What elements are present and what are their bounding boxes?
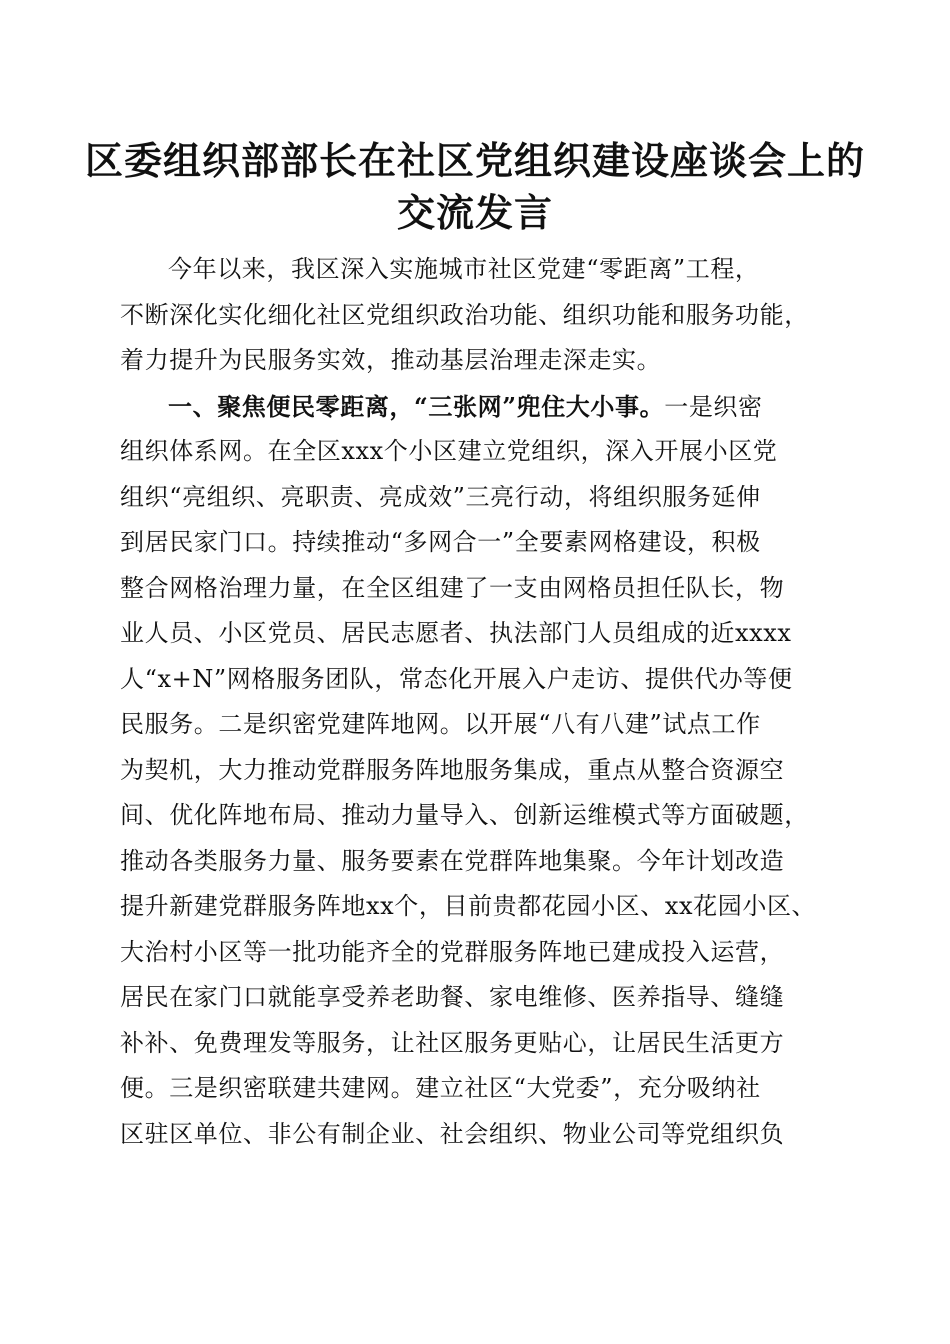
paragraph-line: 居民在家门口就能享受养老助餐、家电维修、医养指导、缝缝: [120, 983, 785, 1011]
paragraph-line: 便。三是织密联建共建网。建立社区“大党委”，充分吸纳社: [120, 1074, 761, 1102]
document-body: [120, 247, 840, 1157]
paragraph-line: 间、优化阵地布局、推动力量导入、创新运维模式等方面破题，: [120, 801, 809, 829]
paragraph-line: 组织体系网。在全区xxx个小区建立党组织，深入开展小区党: [120, 437, 778, 465]
document-title: [80, 135, 870, 239]
intro-line: 着力提升为民服务实效，推动基层治理走深走实。: [120, 346, 662, 374]
intro-line: 今年以来，我区深入实施城市社区党建“零距离”工程，: [168, 255, 760, 283]
paragraph-line: 区驻区单位、非公有制企业、社会组织、物业公司等党组织负: [120, 1119, 785, 1148]
section-heading: 一、聚焦便民零距离，“三张网”兜住大小事。: [168, 391, 665, 421]
intro-line: 不断深化实化细化社区党组织政治功能、组织功能和服务功能，: [120, 300, 809, 329]
paragraph-line: 到居民家门口。持续推动“多网合一”全要素网格建设，积极: [120, 528, 761, 556]
paragraph-line: 推动各类服务力量、服务要素在党群阵地集聚。今年计划改造: [120, 846, 785, 875]
paragraph-line: 补补、免费理发等服务，让社区服务更贴心，让居民生活更方: [120, 1028, 785, 1057]
paragraph-line: 组织“亮组织、亮职责、亮成效”三亮行动，将组织服务延伸: [120, 482, 761, 511]
title-line: 交流发言: [396, 190, 553, 235]
paragraph-line: 业人员、小区党员、居民志愿者、执法部门人员组成的近xxxx: [120, 619, 792, 647]
paragraph-line: 为契机，大力推动党群服务阵地服务集成，重点从整合资源空: [120, 755, 785, 784]
paragraph-line: 人“x+N”网格服务团队，常态化开展入户走访、提供代办等便: [120, 664, 793, 693]
paragraph-line: 提升新建党群服务阵地xx个，目前贵都花园小区、xx花园小区、: [120, 892, 817, 920]
paragraph-line: 整合网格治理力量，在全区组建了一支由网格员担任队长，物: [120, 573, 785, 602]
paragraph-line: 大治村小区等一批功能齐全的党群服务阵地已建成投入运营，: [120, 937, 785, 966]
section-heading-continuation: 一是织密: [664, 392, 763, 421]
paragraph-line: 民服务。二是织密党建阵地网。以开展“八有八建”试点工作: [120, 710, 761, 738]
section-heading-line: [120, 384, 840, 430]
title-line: 区委组织部部长在社区党组织建设座谈会上的: [84, 138, 865, 183]
